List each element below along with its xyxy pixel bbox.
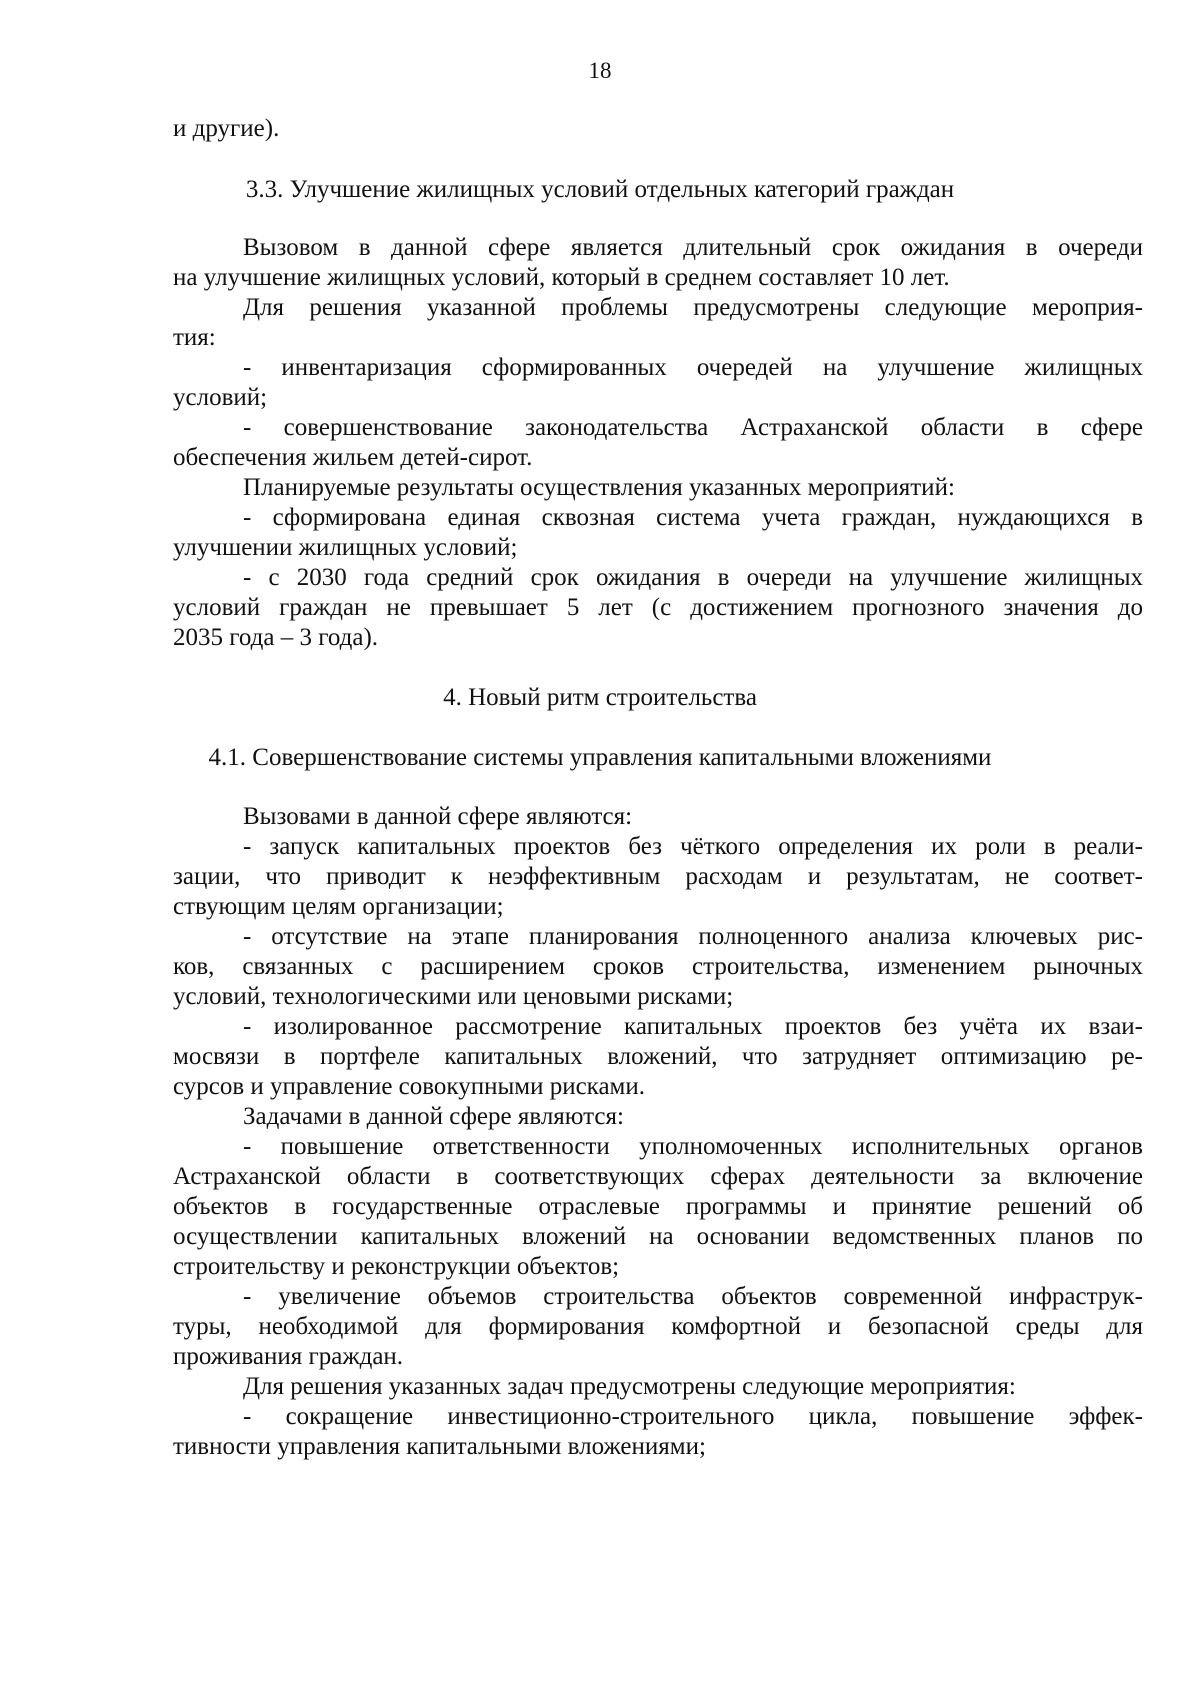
text-line: - запуск капитальных проектов без чёткого определения их роли в реали- (243, 833, 1143, 860)
text-line: условий, технологическими или ценовыми рисками; (173, 983, 734, 1010)
text-line: Астраханской области в соответствующих сферах деятельности за включение (173, 1163, 1143, 1190)
text-line: ков, связанных с расширением сроков строительства, изменением рыночных (173, 953, 1143, 980)
text-line: Планируемые результаты осуществления указанных мероприятий: (243, 474, 955, 501)
text-line: ствующим целям организации; (173, 893, 504, 920)
text-line: - увеличение объемов строительства объектов современной инфраструк- (243, 1283, 1143, 1310)
text-line: осуществлении капитальных вложений на основании ведомственных планов по (173, 1223, 1143, 1250)
text-line: - совершенствование законодательства Астраханской области в сфере (243, 414, 1143, 441)
text-line: тия: (173, 324, 216, 351)
text-line: условий; (173, 384, 268, 411)
text-line: сурсов и управление совокупными рисками. (173, 1073, 645, 1100)
text-line: туры, необходимой для формирования комфортной и безопасной среды для (173, 1313, 1143, 1340)
text-line: строительству и реконструкции объектов; (173, 1253, 620, 1280)
text-line: Вызовом в данной сфере является длительный срок ожидания в очереди (243, 234, 1143, 261)
page-number: 18 (588, 58, 612, 83)
text-line: - сокращение инвестиционно-строительного цикла, повышение эффек- (243, 1403, 1143, 1430)
text-line: зации, что приводит к неэффективным расходам и результатам, не соответ- (173, 863, 1143, 890)
text-line: - повышение ответственности уполномоченных исполнительных органов (243, 1133, 1143, 1160)
text-line: объектов в государственные отраслевые программы и принятие решений об (173, 1193, 1143, 1220)
text-line: обеспечения жильем детей-сирот. (173, 444, 533, 471)
text-line: - инвентаризация сформированных очередей на улучшение жилищных (243, 354, 1143, 381)
section-heading: 3.3. Улучшение жилищных условий отдельных категорий граждан (245, 176, 955, 203)
text-line: - изолированное рассмотрение капитальных проектов без учёта их взаи- (243, 1013, 1143, 1040)
text-line: на улучшение жилищных условий, который в среднем составляет 10 лет. (173, 264, 950, 291)
text-line: проживания граждан. (173, 1343, 404, 1370)
text-line: Задачами в данной сфере являются: (243, 1103, 624, 1130)
section-heading: 4. Новый ритм строительства (443, 684, 757, 711)
text-line: мосвязи в портфеле капитальных вложений, что затрудняет оптимизацию ре- (173, 1043, 1143, 1070)
text-line: и другие). (173, 115, 280, 142)
text-line: тивности управления капитальными вложениями; (173, 1433, 706, 1460)
text-line: Для решения указанных задач предусмотрены следующие мероприятия: (243, 1373, 1016, 1400)
text-line: Для решения указанной проблемы предусмотрены следующие мероприя- (243, 294, 1143, 321)
subsection-heading: 4.1. Совершенствование системы управления капитальными вложениями (208, 744, 992, 771)
text-line: Вызовами в данной сфере являются: (243, 803, 633, 830)
text-line: условий граждан не превышает 5 лет (с достижением прогнозного значения до (173, 594, 1143, 621)
text-line: 2035 года – 3 года). (173, 624, 379, 651)
text-line: - с 2030 года средний срок ожидания в очереди на улучшение жилищных (243, 564, 1143, 591)
text-line: улучшении жилищных условий; (173, 534, 518, 561)
text-line: - сформирована единая сквозная система учета граждан, нуждающихся в (243, 504, 1143, 531)
text-line: - отсутствие на этапе планирования полноценного анализа ключевых рис- (243, 923, 1143, 950)
